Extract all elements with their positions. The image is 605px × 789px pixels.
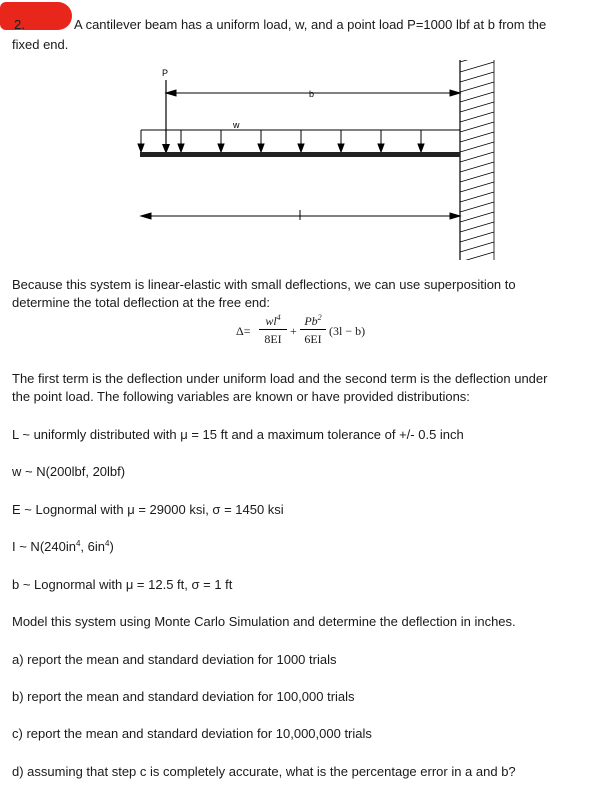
superposition-line-2: determine the total deflection at the free end:: [12, 295, 271, 310]
variable-l: L ~ uniformly distributed with μ = 15 ft and a maximum tolerance of +/- 0.5 inch: [12, 427, 464, 442]
superposition-line-1: Because this system is linear-elastic with small deflections, we can use superposition to: [12, 277, 516, 292]
variable-i: I ~ $N(240in^4$, $6in^4$): [12, 539, 114, 554]
problem-number: 2.: [14, 17, 25, 32]
variable-w: w ~ N(200lbf, 20lbf): [12, 464, 126, 479]
beam-diagram: [0, 60, 605, 260]
redaction-mark: [0, 2, 72, 30]
terms-line-2: the point load. The following variables are known or have provided distributions:: [12, 389, 470, 404]
label-p: P: [162, 68, 169, 78]
eq-plus: +: [290, 324, 297, 338]
task-a: a) report the mean and standard deviation for 1000 trials: [12, 652, 337, 667]
intro-line-1: A cantilever beam has a uniform load, w, and a point load P=1000 lbf at b from the: [74, 17, 547, 32]
terms-line-1: The first term is the deflection under uniform load and the second term is the deflection under: [12, 371, 548, 386]
eq-numerator-1: $wl^4$: [259, 314, 287, 330]
task-b: b) report the mean and standard deviation for 100,000 trials: [12, 689, 355, 704]
variable-e: E ~ Lognormal with μ = 29000 ksi, σ = 1450 ksi: [12, 502, 284, 517]
deflection-equation: [236, 312, 416, 352]
variable-b: b ~ Lognormal with μ = 12.5 ft, σ = 1 ft: [12, 577, 233, 592]
task-c: c) report the mean and standard deviation for 10,000,000 trials: [12, 726, 372, 741]
eq-denominator-2: 6EI: [304, 332, 322, 346]
label-b: b: [309, 89, 315, 99]
point-load-arrow: [162, 80, 170, 154]
eq-numerator-2: Pb$^2$: [300, 314, 326, 330]
eq-tail: (3l − b): [329, 324, 366, 338]
eq-delta: Δ=: [236, 324, 251, 338]
beam: [140, 152, 460, 157]
task-d: d) assuming that step c is completely accurate, what is the percentage error in a and b?: [12, 764, 516, 779]
fixed-wall: [460, 60, 494, 260]
task-model: Model this system using Monte Carlo Simulation and determine the deflection in inches.: [12, 614, 516, 629]
label-w: w: [233, 120, 240, 130]
intro-line-2: fixed end.: [12, 37, 69, 52]
distributed-load: [138, 130, 460, 152]
eq-denominator-1: 8EI: [264, 332, 282, 346]
dimension-l: [141, 210, 460, 220]
